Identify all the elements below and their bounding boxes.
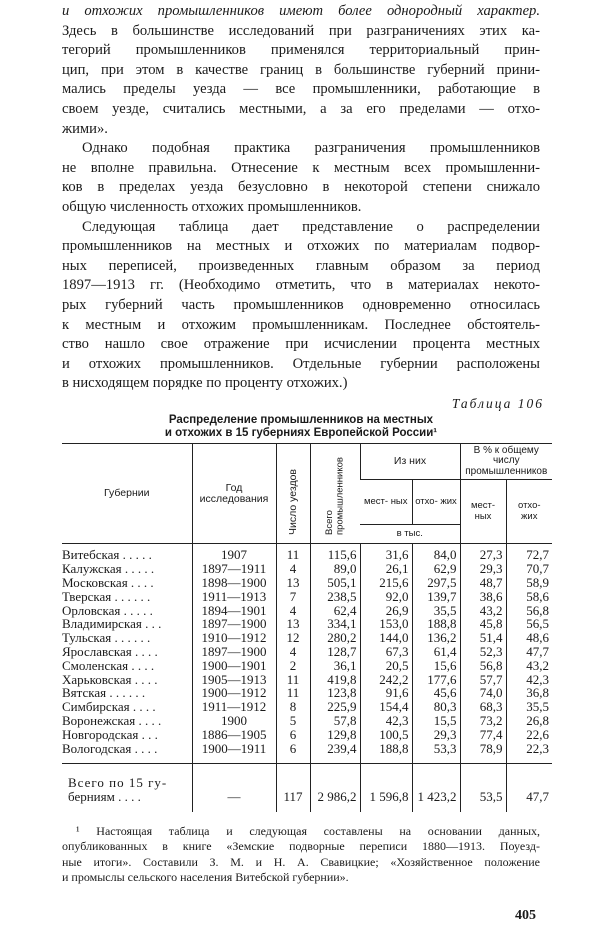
cell-pct-migrant: 56,8	[506, 604, 552, 618]
cell-total: 238,5	[310, 590, 360, 604]
cell-pct-local: 68,3	[460, 700, 506, 714]
cell-year: 1900—1911	[192, 742, 276, 764]
cell-pct-migrant: 70,7	[506, 562, 552, 576]
text-line: 1897—1913 гг. (Необходимо отметить, что в материалах некото-	[62, 277, 540, 294]
cell-pct-migrant: 47,7	[506, 645, 552, 659]
cell-districts: 13	[276, 617, 310, 631]
cell-districts: 11	[276, 686, 310, 700]
cell-districts: 12	[276, 631, 310, 645]
cell-pct-local: 74,0	[460, 686, 506, 700]
header-pct-migrant: отхо- жих	[506, 480, 552, 544]
total-year: —	[192, 764, 276, 812]
cell-migrant: 177,6	[412, 673, 460, 687]
cell-pct-migrant: 43,2	[506, 659, 552, 673]
cell-districts: 11	[276, 544, 310, 562]
cell-total: 36,1	[310, 659, 360, 673]
cell-migrant: 80,3	[412, 700, 460, 714]
cell-pct-migrant: 36,8	[506, 686, 552, 700]
table-row	[62, 631, 552, 645]
cell-local: 215,6	[360, 576, 412, 590]
total-label-line: берниям . . . .	[68, 789, 141, 805]
header-of-them: Из них	[360, 443, 460, 480]
cell-name: Новгородская . . .	[62, 726, 158, 742]
cell-districts: 8	[276, 700, 310, 714]
header-total	[310, 443, 360, 544]
cell-districts: 2	[276, 659, 310, 673]
text-line: ных переписей, произведенных главным образом за период	[62, 257, 540, 274]
cell-districts: 11	[276, 673, 310, 687]
cell-total: 57,8	[310, 714, 360, 728]
cell-name: Харьковская . . . .	[62, 671, 158, 687]
cell-local: 92,0	[360, 590, 412, 604]
cell-pct-local: 57,7	[460, 673, 506, 687]
cell-total: 280,2	[310, 631, 360, 645]
cell-pct-local: 43,2	[460, 604, 506, 618]
cell-migrant: 188,8	[412, 617, 460, 631]
table-number: Таблица 106	[451, 395, 544, 411]
cell-total: 128,7	[310, 645, 360, 659]
text-line: общую численность отхожих промышленников.	[62, 198, 362, 215]
cell-local: 188,8	[360, 742, 412, 764]
cell-districts: 4	[276, 645, 310, 659]
cell-year: 1907	[192, 544, 276, 562]
cell-year: 1910—1912	[192, 631, 276, 645]
text-line: Здесь в большинстве исследований при разграничениях этих ка-	[62, 22, 540, 39]
text-line: тегорий промышленников применялся территориальный прин-	[62, 42, 540, 59]
table-row	[62, 604, 552, 618]
paragraph-3	[62, 218, 540, 394]
cell-year: 1900	[192, 714, 276, 728]
cell-local: 31,6	[360, 544, 412, 562]
cell-name: Вятская . . . . . .	[62, 685, 146, 701]
cell-migrant: 139,7	[412, 590, 460, 604]
text-line: Однако подобная практика разграничения промышленников	[82, 140, 540, 157]
paragraph-1	[62, 2, 540, 139]
total-row	[62, 764, 552, 812]
text-line: не вполне правильна. Отнесение к местным всех промышленни-	[62, 159, 540, 176]
cell-pct-migrant: 72,7	[506, 544, 552, 562]
cell-pct-local: 56,8	[460, 659, 506, 673]
text-line: жими».	[62, 120, 108, 137]
cell-migrant: 15,6	[412, 659, 460, 673]
cell-total: 239,4	[310, 742, 360, 764]
cell-local: 154,4	[360, 700, 412, 714]
table-row	[62, 576, 552, 590]
text-line: мались пределы уезда — все промышленники, работающие в	[62, 81, 540, 98]
cell-year: 1894—1901	[192, 604, 276, 618]
text-line: к местным и отхожим промышленникам. Последнее обстоятель-	[62, 316, 540, 333]
cell-total: 115,6	[310, 544, 360, 562]
cell-districts: 6	[276, 742, 310, 764]
cell-local: 91,6	[360, 686, 412, 700]
text-line: и отхожих промышленников имеют более однородный характер.	[62, 3, 540, 19]
table-row	[62, 645, 552, 659]
cell-name: Смоленская . . . .	[62, 657, 155, 673]
table-row	[62, 742, 552, 764]
cell-local: 42,3	[360, 714, 412, 728]
table-row	[62, 673, 552, 687]
cell-name: Калужская . . . . .	[62, 561, 155, 577]
cell-year: 1897—1900	[192, 645, 276, 659]
table-row	[62, 590, 552, 604]
text-line: своем уезде, считались местными, а за его пределами — отхо-	[62, 100, 540, 117]
cell-local: 153,0	[360, 617, 412, 631]
cell-migrant: 53,3	[412, 742, 460, 764]
cell-pct-local: 51,4	[460, 631, 506, 645]
cell-local: 20,5	[360, 659, 412, 673]
cell-migrant: 136,2	[412, 631, 460, 645]
cell-year: 1900—1912	[192, 686, 276, 700]
text-line: в нисходящем порядке по проценту отхожих.)	[62, 375, 348, 392]
cell-migrant: 29,3	[412, 728, 460, 742]
total-name	[62, 764, 192, 812]
text-line: промышленников на местных и отхожих по материалам подвор-	[62, 238, 540, 255]
cell-local: 242,2	[360, 673, 412, 687]
cell-districts: 4	[276, 604, 310, 618]
cell-pct-local: 38,6	[460, 590, 506, 604]
cell-year: 1900—1901	[192, 659, 276, 673]
total-local: 1 596,8	[360, 764, 412, 812]
page-content	[62, 2, 550, 924]
cell-pct-migrant: 22,6	[506, 728, 552, 742]
header-districts	[276, 443, 310, 544]
cell-pct-migrant: 58,6	[506, 590, 552, 604]
cell-total: 225,9	[310, 700, 360, 714]
cell-migrant: 297,5	[412, 576, 460, 590]
cell-pct-local: 48,7	[460, 576, 506, 590]
header-total-text: Всего промышленников	[323, 456, 345, 535]
data-table	[62, 443, 552, 812]
cell-migrant: 15,5	[412, 714, 460, 728]
cell-name: Владимирская . . .	[62, 616, 162, 632]
text-line: Следующая таблица дает представление о распределении	[82, 218, 540, 235]
cell-total: 129,8	[310, 728, 360, 742]
cell-pct-local: 27,3	[460, 544, 506, 562]
cell-pct-local: 52,3	[460, 645, 506, 659]
table-row	[62, 728, 552, 742]
cell-local: 26,1	[360, 562, 412, 576]
table-row	[62, 686, 552, 700]
cell-total: 334,1	[310, 617, 360, 631]
cell-total: 123,8	[310, 686, 360, 700]
table-row	[62, 659, 552, 673]
table-row	[62, 617, 552, 631]
footnote-line: ¹ Настоящая таблица и следующая составлены на основании данных,	[76, 823, 540, 838]
total-label-line: Всего по 15 гу-	[68, 775, 168, 791]
cell-year: 1911—1913	[192, 590, 276, 604]
cell-name: Ярославская . . . .	[62, 643, 158, 659]
cell-districts: 4	[276, 562, 310, 576]
cell-pct-migrant: 42,3	[506, 673, 552, 687]
footnote	[62, 824, 540, 886]
cell-year: 1911—1912	[192, 700, 276, 714]
total-total: 2 986,2	[310, 764, 360, 812]
cell-total: 89,0	[310, 562, 360, 576]
header-migrant: отхо- жих	[412, 480, 460, 525]
cell-total: 62,4	[310, 604, 360, 618]
cell-migrant: 45,6	[412, 686, 460, 700]
table-row	[62, 714, 552, 728]
cell-pct-migrant: 58,9	[506, 576, 552, 590]
cell-pct-migrant: 48,6	[506, 631, 552, 645]
cell-local: 100,5	[360, 728, 412, 742]
cell-pct-local: 78,9	[460, 742, 506, 764]
cell-year: 1886—1905	[192, 728, 276, 742]
total-districts: 117	[276, 764, 310, 812]
cell-pct-local: 77,4	[460, 728, 506, 742]
cell-total: 419,8	[310, 673, 360, 687]
text-line: ство нашло свое отражение при исчислении процента местных	[62, 336, 540, 353]
cell-pct-migrant: 22,3	[506, 742, 552, 764]
caption-line: Распределение промышленников на местных	[168, 413, 434, 426]
header-percent: В % к общему числу промышленников	[460, 443, 552, 480]
cell-districts: 6	[276, 728, 310, 742]
header-pct-local: мест- ных	[460, 480, 506, 544]
text-line: рых губерний часть промышленников одновременно относилась	[62, 296, 540, 313]
cell-pct-migrant: 56,5	[506, 617, 552, 631]
cell-local: 144,0	[360, 631, 412, 645]
table-row	[62, 700, 552, 714]
total-pct-migrant: 47,7	[506, 764, 552, 812]
total-migrant: 1 423,2	[412, 764, 460, 812]
cell-name: Орловская . . . . .	[62, 602, 153, 618]
cell-local: 26,9	[360, 604, 412, 618]
paragraph-2	[62, 139, 540, 217]
cell-migrant: 84,0	[412, 544, 460, 562]
header-year: Год исследования	[192, 443, 276, 544]
cell-migrant: 35,5	[412, 604, 460, 618]
total-pct-local: 53,5	[460, 764, 506, 812]
cell-pct-local: 29,3	[460, 562, 506, 576]
cell-year: 1898—1900	[192, 576, 276, 590]
cell-year: 1897—1900	[192, 617, 276, 631]
cell-year: 1897—1911	[192, 562, 276, 576]
cell-name: Московская . . . .	[62, 574, 154, 590]
footnote-line: и промыслы сельского населения Витебской губернии».	[62, 870, 349, 885]
text-line: цип, при этом в качестве границ в большинстве губерний прини-	[62, 61, 540, 78]
cell-pct-local: 45,8	[460, 617, 506, 631]
cell-districts: 13	[276, 576, 310, 590]
text-line: ков в пределах уезда безусловно в некоторой степени снижало	[62, 179, 540, 196]
footnote-line: опубликованных в книге «Земские подворные переписи 1880—1913. Поуезд-	[62, 839, 540, 854]
footnote-line: ные итоги». Составили З. М. и Н. А. Свавицкие; «Хозяйственное положение	[62, 854, 540, 869]
cell-year: 1905—1913	[192, 673, 276, 687]
cell-name: Вологодская . . . .	[62, 742, 192, 764]
header-districts-text: Число уездов	[286, 468, 299, 535]
cell-name: Тверская . . . . . .	[62, 588, 151, 604]
cell-local: 67,3	[360, 645, 412, 659]
cell-pct-migrant: 35,5	[506, 700, 552, 714]
table-caption	[62, 414, 540, 440]
table-row	[62, 562, 552, 576]
table-row	[62, 544, 552, 562]
caption-line: и отхожих в 15 губерниях Европейской России¹	[164, 426, 438, 439]
page-number: 405	[515, 907, 536, 923]
cell-name: Тульская . . . . . .	[62, 630, 151, 646]
cell-districts: 5	[276, 714, 310, 728]
text-line: и отхожих промышленников. Отдельные губернии расположены	[62, 355, 540, 372]
cell-pct-migrant: 26,8	[506, 714, 552, 728]
header-local: мест- ных	[360, 480, 412, 525]
header-province: Губернии	[62, 443, 192, 544]
cell-name: Симбирская . . . .	[62, 699, 156, 715]
cell-name: Воронежская . . . .	[62, 712, 162, 728]
cell-name: Витебская . . . . .	[62, 547, 152, 563]
cell-migrant: 61,4	[412, 645, 460, 659]
cell-districts: 7	[276, 590, 310, 604]
cell-total: 505,1	[310, 576, 360, 590]
cell-pct-local: 73,2	[460, 714, 506, 728]
cell-migrant: 62,9	[412, 562, 460, 576]
header-thousands: в тыс.	[360, 525, 460, 544]
